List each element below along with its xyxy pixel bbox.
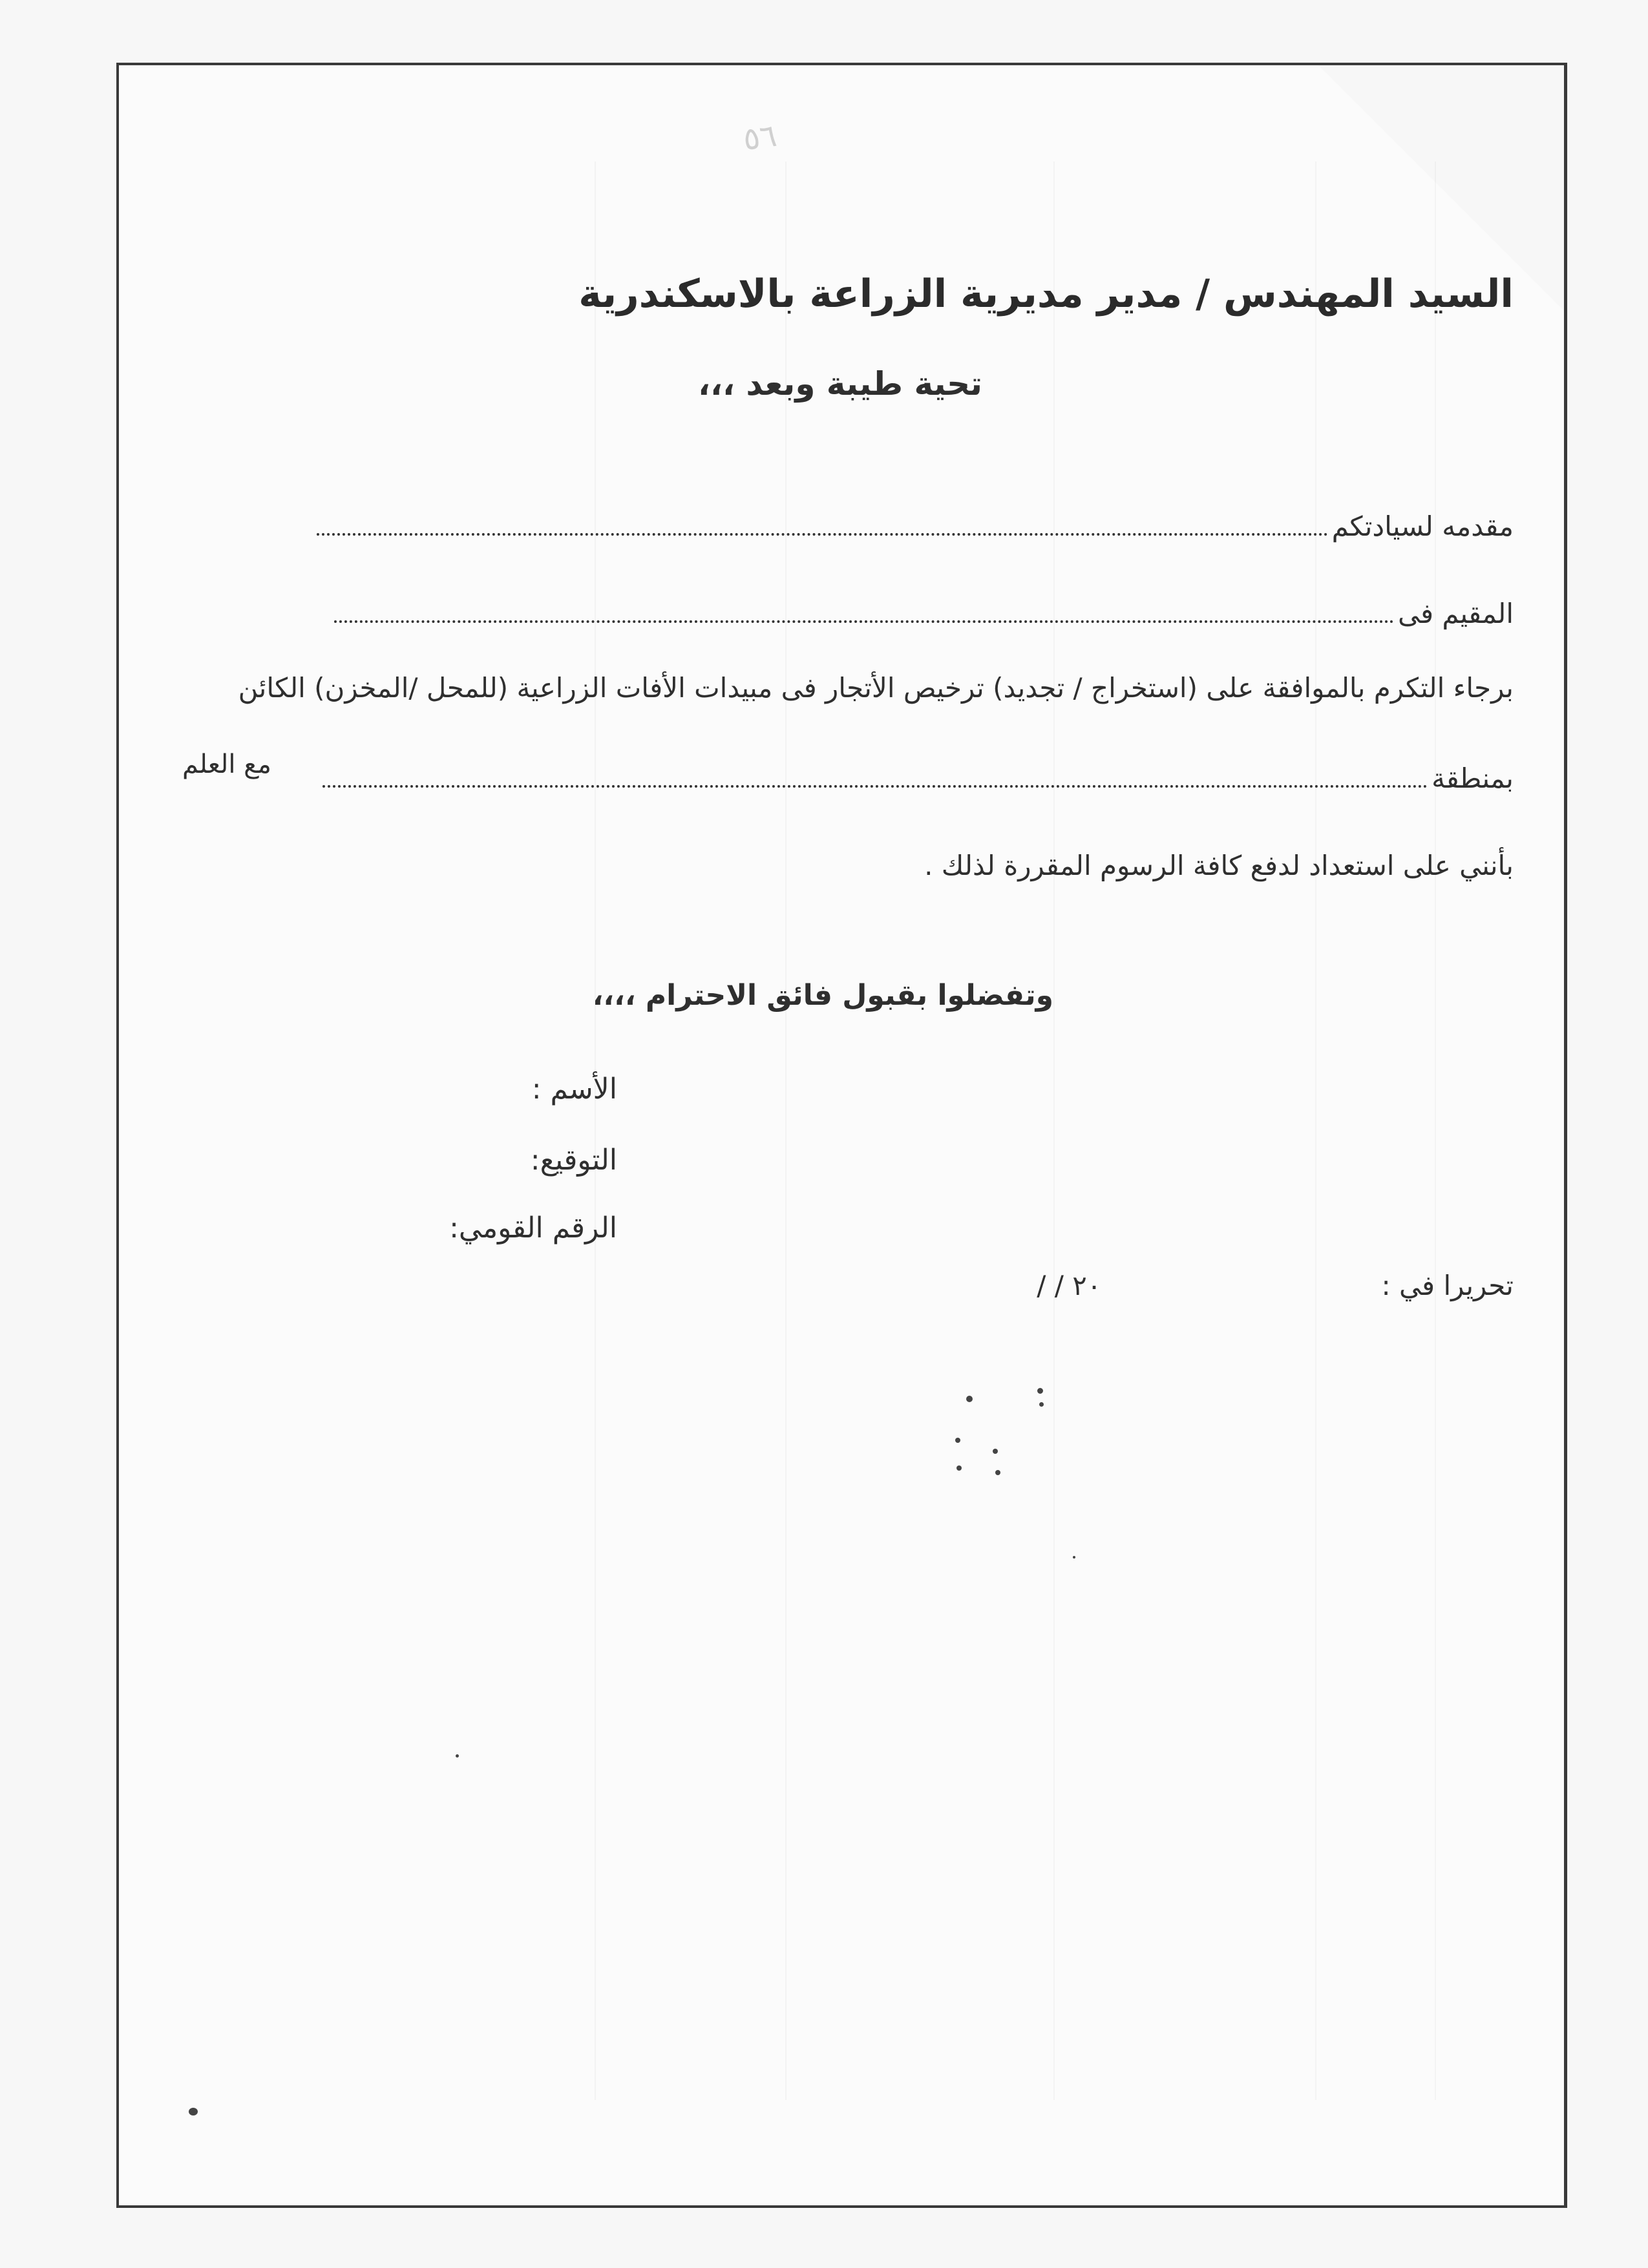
handwritten-margin-note: ٥٦	[741, 117, 779, 158]
area-blank[interactable]	[322, 763, 1428, 788]
residence-label: المقيم فى	[1397, 598, 1514, 629]
request-text: برجاء التكرم بالموافقة على (استخراج / تجديد) ترخيص الأتجار فى مبيدات الأفات الزراعية (للمحل /المخزن) الكائن	[238, 672, 1514, 704]
applicant-line	[317, 510, 1514, 542]
scan-artifact	[785, 162, 787, 2100]
date-label: تحريرا في :	[1381, 1270, 1514, 1301]
applicant-blank[interactable]	[317, 511, 1328, 536]
fees-text: بأنني على استعداد لدفع كافة الرسوم المقررة لذلك .	[924, 850, 1514, 881]
residence-line	[334, 598, 1514, 629]
scan-artifact	[1053, 162, 1055, 2100]
scan-artifact	[595, 162, 596, 2100]
date-line	[1037, 1270, 1514, 1301]
area-line	[322, 762, 1514, 794]
name-label: الأسم :	[531, 1073, 617, 1106]
knowledge-label: مع العلم	[182, 750, 271, 779]
area-label: بمنطقة	[1431, 762, 1514, 794]
closing-text: وتفضلوا بقبول فائق الاحترام ،،،،	[592, 979, 1053, 1012]
date-field[interactable]: / / ٢٠	[1037, 1270, 1102, 1301]
document-title: السيد المهندس / مدير مديرية الزراعة بالاسكندرية	[578, 271, 1514, 317]
national-id-label: الرقم القومي:	[449, 1212, 617, 1244]
greeting: تحية طيبة وبعد ،،،	[698, 365, 982, 403]
scan-artifact	[1315, 162, 1316, 2100]
scan-artifact	[1435, 162, 1436, 2100]
residence-blank[interactable]	[334, 598, 1394, 623]
applicant-label: مقدمه لسيادتكم	[1331, 510, 1514, 542]
signature-label: التوقيع:	[530, 1144, 617, 1177]
